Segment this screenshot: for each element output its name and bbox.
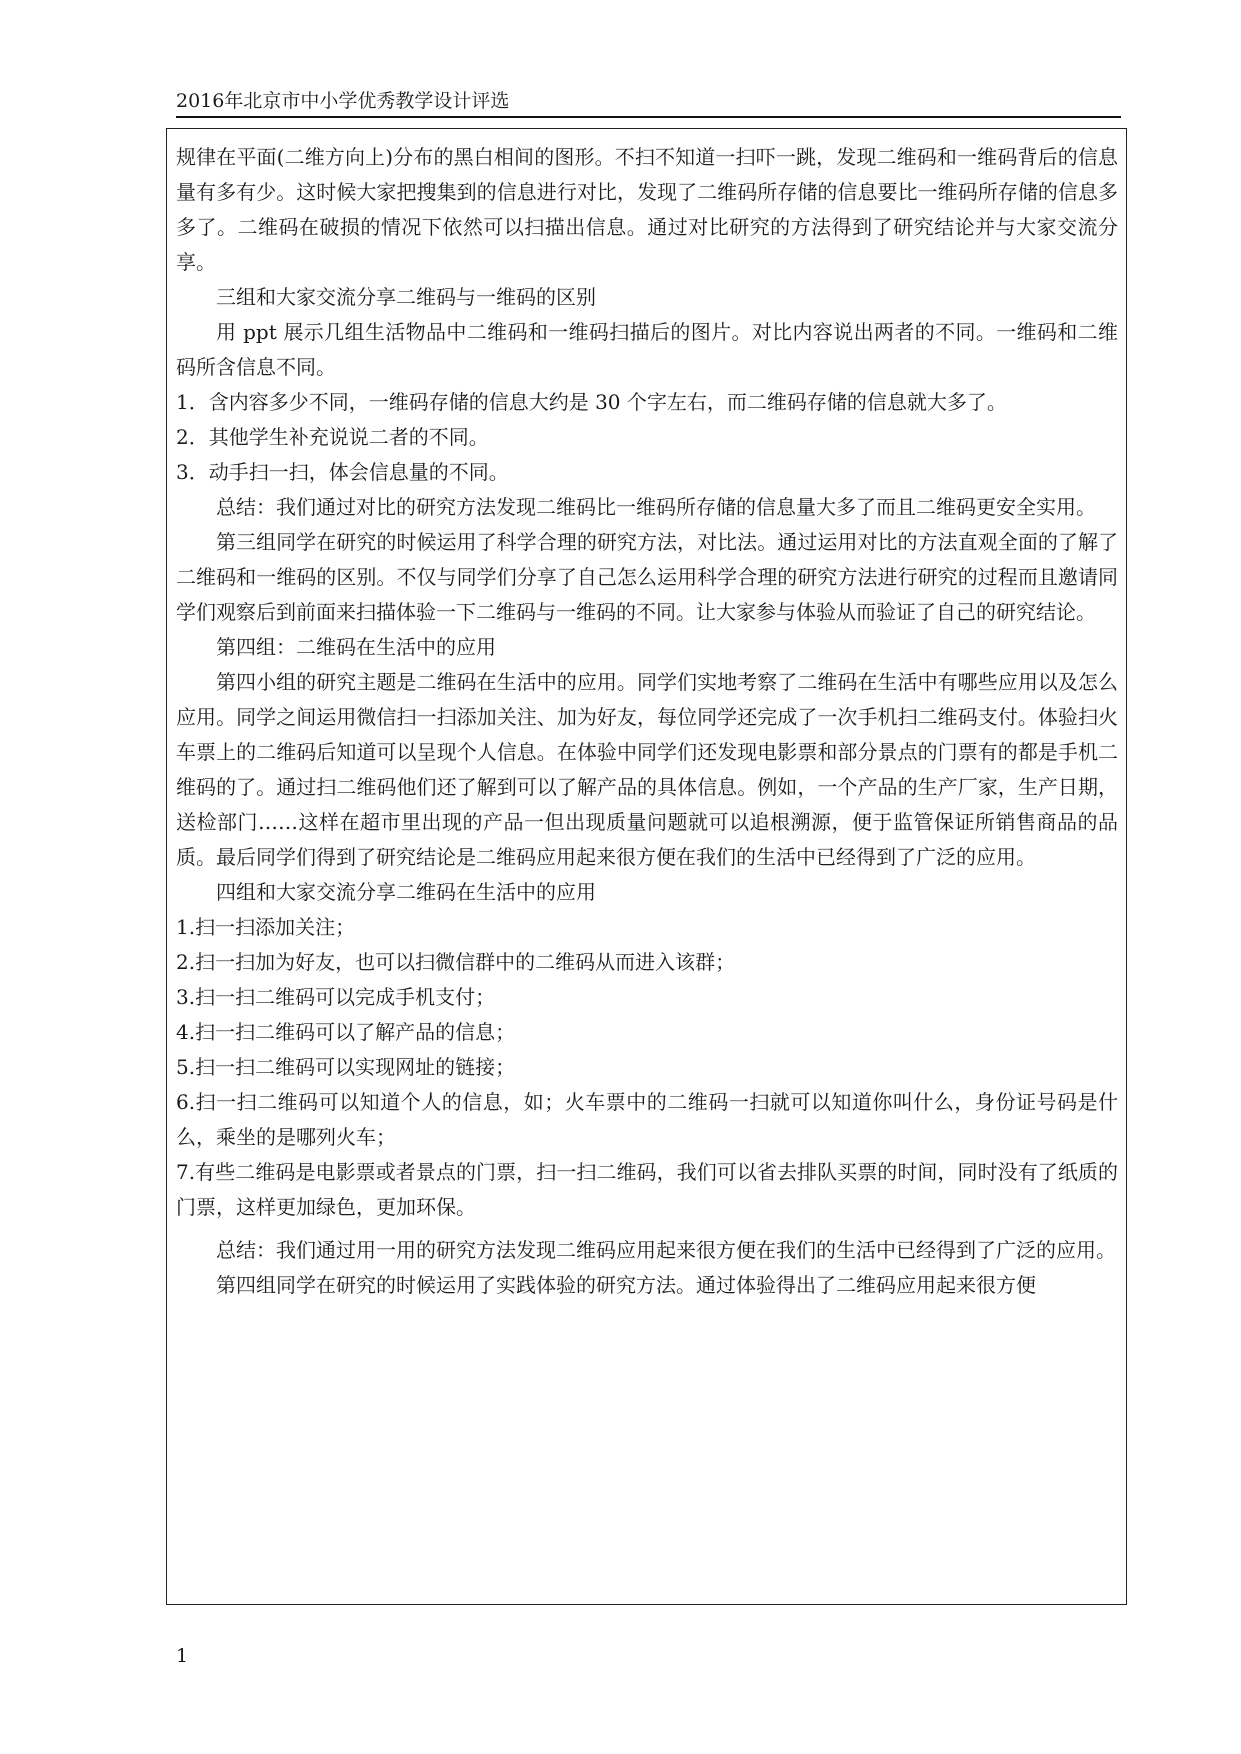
page-header-title: 2016年北京市中小学优秀教学设计评选 (176, 90, 510, 112)
paragraph-group-3-method: 第三组同学在研究的时候运用了科学合理的研究方法，对比法。通过运用对比的方法直观全面的了解了二维码和一维码的区别。不仅与同学们分享了自己怎么运用科学合理的研究方法进行研究的过程而且邀请同学们观察后到前面来扫描体验一下二维码与一维码的不同。让大家参与体验从而验证了自己的研究结论。 (176, 530, 1118, 624)
section-heading-group-4-share: 四组和大家交流分享二维码在生活中的应用 (216, 880, 596, 904)
section-heading-group-4: 第四组：二维码在生活中的应用 (216, 635, 496, 659)
list-item: 6.扫一扫二维码可以知道个人的信息，如；火车票中的二维码一扫就可以知道你叫什么，身份证号码是什么，乘坐的是哪列火车； (176, 1090, 1118, 1149)
paragraph-group-4-method: 第四组同学在研究的时候运用了实践体验的研究方法。通过体验得出了二维码应用起来很方便 (216, 1273, 1036, 1297)
paragraph-group-4-research: 第四小组的研究主题是二维码在生活中的应用。同学们实地考察了二维码在生活中有哪些应用以及怎么应用。同学之间运用微信扫一扫添加关注、加为好友，每位同学还完成了一次手机扫二维码支付。体验扫火车票上的二维码后知道可以呈现个人信息。在体验中同学们还发现电影票和部分景点的门票有的都是手机二维码的了。通过扫二维码他们还了解到可以了解产品的具体信息。例如，一个产品的生产厂家，生产日期，送检部门……这样在超市里出现的产品一但出现质量问题就可以追根溯源，便于监管保证所销售商品的品质。最后同学们得到了研究结论是二维码应用起来很方便在我们的生活中已经得到了广泛的应用。 (176, 670, 1118, 869)
paragraph-ppt-comparison: 用 ppt 展示几组生活物品中二维码和一维码扫描后的图片。对比内容说出两者的不同。一维码和二维码所含信息不同。 (176, 320, 1118, 379)
section-heading-group-3: 三组和大家交流分享二维码与一维码的区别 (216, 285, 596, 309)
summary-group-4: 总结：我们通过用一用的研究方法发现二维码应用起来很方便在我们的生活中已经得到了广泛的应用。 (216, 1238, 1116, 1262)
list-item: 2.扫一扫加为好友，也可以扫微信群中的二维码从而进入该群； (176, 950, 736, 974)
page-number: 1 (176, 1645, 189, 1667)
list-item: 5.扫一扫二维码可以实现网址的链接； (176, 1055, 516, 1079)
summary-group-3: 总结：我们通过对比的研究方法发现二维码比一维码所存储的信息量大多了而且二维码更安全实用。 (216, 495, 1096, 519)
list-item: 1．含内容多少不同，一维码存储的信息大约是 30 个字左右，而二维码存储的信息就大多了。 (176, 390, 1007, 414)
header-rule (176, 116, 1121, 118)
list-item: 3.扫一扫二维码可以完成手机支付； (176, 985, 496, 1009)
list-item: 7.有些二维码是电影票或者景点的门票，扫一扫二维码，我们可以省去排队买票的时间，同时没有了纸质的门票，这样更加绿色，更加环保。 (176, 1160, 1118, 1219)
list-item: 2．其他学生补充说说二者的不同。 (176, 425, 489, 449)
paragraph-continuation: 规律在平面(二维方向上)分布的黑白相间的图形。不扫不知道一扫吓一跳，发现二维码和一维码背后的信息量有多有少。这时候大家把搜集到的信息进行对比，发现了二维码所存储的信息要比一维码所存储的信息多多了。二维码在破损的情况下依然可以扫描出信息。通过对比研究的方法得到了研究结论并与大家交流分享。 (176, 145, 1118, 274)
content-body (176, 140, 1118, 1602)
list-item: 1.扫一扫添加关注； (176, 915, 356, 939)
list-item: 3．动手扫一扫，体会信息量的不同。 (176, 460, 509, 484)
list-item: 4.扫一扫二维码可以了解产品的信息； (176, 1020, 516, 1044)
